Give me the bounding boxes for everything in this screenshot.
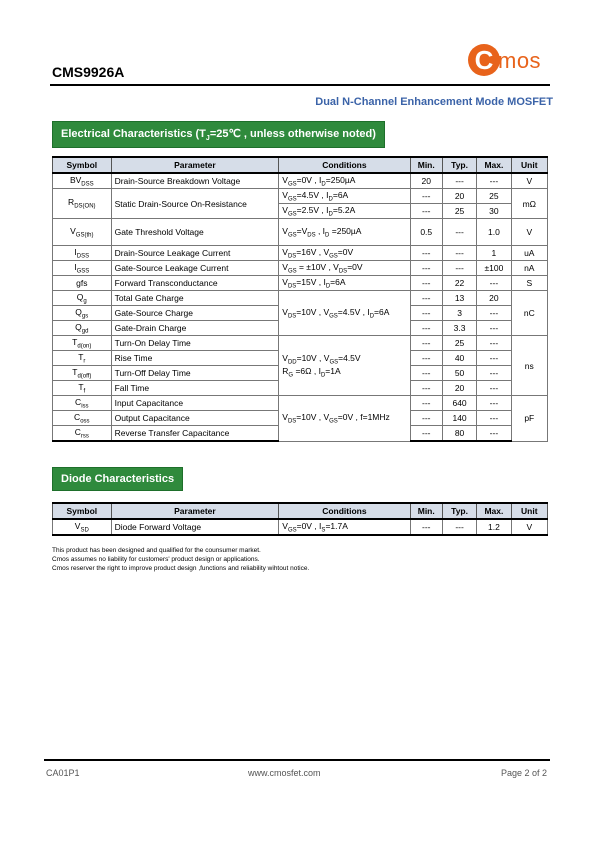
max-cell: --- [477,321,511,336]
min-cell: --- [410,276,442,291]
max-cell: --- [477,336,511,351]
conditions-cell: $V_{GS}=4.5V$ , $I_D=6A$ [279,189,410,204]
col-conditions: Conditions [279,503,410,519]
min-cell: --- [410,426,442,442]
electrical-section-label: Electrical Characteristics ($T_J=25℃$ , unless otherwise noted) [52,121,385,148]
max-cell: --- [477,366,511,381]
unit-cell: V [511,519,547,535]
min-cell: --- [410,519,442,535]
max-cell: 30 [477,204,511,219]
parameter-cell: Gate-Source Leakage Current [111,261,279,276]
parameter-cell: Gate Threshold Voltage [111,219,279,246]
unit-cell: V [511,219,547,246]
unit-cell: S [511,276,547,291]
typ-cell: 40 [442,351,476,366]
diode-section-label: Diode Characteristics [52,467,183,491]
col-typ: Typ. [442,503,476,519]
parameter-cell: Drain-Source Leakage Current [111,246,279,261]
typ-cell: --- [442,261,476,276]
symbol-cell: $C_{rss}$ [53,426,112,442]
table-row [53,189,548,204]
table-row [53,276,548,291]
max-cell: --- [477,306,511,321]
max-cell: 1.0 [477,219,511,246]
conditions-cell: $V_{GS}=V_{DS}$ , $I_D =250\mu A$ [279,219,410,246]
col-unit: Unit [511,157,547,173]
parameter-cell: Turn-Off Delay Time [111,366,279,381]
min-cell: --- [410,261,442,276]
typ-cell: 20 [442,189,476,204]
min-cell: --- [410,351,442,366]
min-cell: --- [410,381,442,396]
table-row [53,261,548,276]
parameter-cell: Gate-Source Charge [111,306,279,321]
symbol-cell: $T_{d(off)}$ [53,366,112,381]
website-link[interactable]: www.cmosfet.com [248,768,321,778]
col-min: Min. [410,503,442,519]
symbol-cell: $R_{DS(ON)}$ [53,189,112,219]
diode-characteristics-table [52,502,548,536]
electrical-characteristics-table [52,156,548,442]
symbol-cell: $Q_g$ [53,291,112,306]
max-cell: --- [477,351,511,366]
table-row [53,219,548,246]
symbol-cell: $I_{GSS}$ [53,261,112,276]
page-number: Page 2 of 2 [500,768,547,778]
conditions-cell: $V_{DS}=10V$ , $V_{GS}=4.5V$ , $I_D=6A$ [279,291,410,336]
max-cell: --- [477,276,511,291]
unit-cell: uA [511,246,547,261]
typ-cell: 25 [442,336,476,351]
symbol-cell: $V_{GS(th)}$ [53,219,112,246]
symbol-cell: $BV_{DSS}$ [53,173,112,189]
typ-cell: --- [442,219,476,246]
typ-cell: 25 [442,204,476,219]
min-cell: --- [410,246,442,261]
table-row [53,173,548,189]
parameter-cell: Output Capacitance [111,411,279,426]
min-cell: --- [410,291,442,306]
typ-cell: 80 [442,426,476,442]
conditions-cell: $V_{DS}=10V$ , $V_{GS}=0V$ , f=1MHz [279,396,410,442]
min-cell: 20 [410,173,442,189]
parameter-cell: Forward Transconductance [111,276,279,291]
parameter-cell: Diode Forward Voltage [111,519,279,535]
typ-cell: 20 [442,381,476,396]
max-cell: --- [477,396,511,411]
parameter-cell: Gate-Drain Charge [111,321,279,336]
col-min: Min. [410,157,442,173]
note-line: Cmos assumes no liability for customers' product design or applications. [52,556,260,563]
typ-cell: --- [442,173,476,189]
document-subtitle: Dual N-Channel Enhancement Mode MOSFET [315,96,553,108]
symbol-cell: $C_{iss}$ [53,396,112,411]
logo-mark: C [468,44,500,76]
table-row [53,396,548,411]
disclaimer-notes [52,546,309,573]
typ-cell: 22 [442,276,476,291]
min-cell: 0.5 [410,219,442,246]
min-cell: --- [410,306,442,321]
unit-cell: mΩ [511,189,547,219]
typ-cell: 3.3 [442,321,476,336]
table-row [53,336,548,351]
max-cell: --- [477,381,511,396]
typ-cell: 3 [442,306,476,321]
typ-cell: 50 [442,366,476,381]
parameter-cell: Total Gate Charge [111,291,279,306]
parameter-cell: Drain-Source Breakdown Voltage [111,173,279,189]
min-cell: --- [410,336,442,351]
doc-code: CA01P1 [46,768,80,778]
symbol-cell: $T_{d(on)}$ [53,336,112,351]
min-cell: --- [410,396,442,411]
min-cell: --- [410,366,442,381]
conditions-cell: $V_{DS}=16V$ , $V_{GS}=0V$ [279,246,410,261]
max-cell: --- [477,173,511,189]
unit-cell: ns [511,336,547,396]
symbol-cell: $Q_{gd}$ [53,321,112,336]
table-row [53,519,548,535]
parameter-cell: Reverse Transfer Capacitance [111,426,279,442]
note-line: This product has been designed and qualified for the counsumer market. [52,547,261,554]
min-cell: --- [410,321,442,336]
conditions-cell: $V_{GS}=0V$ , $I_S=1.7A$ [279,519,410,535]
col-symbol: Symbol [53,503,112,519]
parameter-cell: Fall Time [111,381,279,396]
table-header-row [53,157,548,173]
col-typ: Typ. [442,157,476,173]
typ-cell: --- [442,519,476,535]
symbol-cell: $C_{oss}$ [53,411,112,426]
header-rule [50,84,550,86]
min-cell: --- [410,189,442,204]
note-line: Cmos reserver the right to improve product design ,functions and reliability wihtout notice. [52,565,310,572]
conditions-cell: $V_{GS}=0V$ , $I_D=250\mu A$ [279,173,410,189]
cmos-logo [468,44,558,80]
col-symbol: Symbol [53,157,112,173]
col-unit: Unit [511,503,547,519]
max-cell: 1.2 [477,519,511,535]
conditions-cell: $V_{DS}=15V$ , $I_D=6A$ [279,276,410,291]
conditions-cell: $V_{GS} = \pm 10V$ , $V_{DS}=0V$ [279,261,410,276]
min-cell: --- [410,204,442,219]
max-cell: 20 [477,291,511,306]
unit-cell: V [511,173,547,189]
parameter-cell: Static Drain-Source On-Resistance [111,189,279,219]
symbol-cell: $T_r$ [53,351,112,366]
symbol-cell: $Q_{gs}$ [53,306,112,321]
col-conditions: Conditions [279,157,410,173]
footer-rule [44,759,550,761]
unit-cell: nA [511,261,547,276]
part-number: CMS9926A [52,64,125,80]
typ-cell: 640 [442,396,476,411]
col-max: Max. [477,157,511,173]
max-cell: ±100 [477,261,511,276]
parameter-cell: Turn-On Delay Time [111,336,279,351]
parameter-cell: Rise Time [111,351,279,366]
symbol-cell: $T_f$ [53,381,112,396]
parameter-cell: Input Capacitance [111,396,279,411]
typ-cell: 13 [442,291,476,306]
unit-cell: nC [511,291,547,336]
col-max: Max. [477,503,511,519]
max-cell: --- [477,426,511,442]
typ-cell: --- [442,246,476,261]
table-row [53,291,548,306]
unit-cell: pF [511,396,547,442]
logo-text: mos [498,48,542,73]
min-cell: --- [410,411,442,426]
max-cell: 25 [477,189,511,204]
symbol-cell: $I_{DSS}$ [53,246,112,261]
table-header-row [53,503,548,519]
typ-cell: 140 [442,411,476,426]
max-cell: 1 [477,246,511,261]
conditions-cell: $V_{GS}=2.5V$ , $I_D=5.2A$ [279,204,410,219]
conditions-cell: $V_{DD}=10V$ , $V_{GS}=4.5V$ $R_G =6\Omega$ , $I_D=1A$ [279,336,410,396]
col-parameter: Parameter [111,503,279,519]
symbol-cell: $V_{SD}$ [53,519,112,535]
table-row [53,246,548,261]
max-cell: --- [477,411,511,426]
col-parameter: Parameter [111,157,279,173]
symbol-cell: gfs [53,276,112,291]
